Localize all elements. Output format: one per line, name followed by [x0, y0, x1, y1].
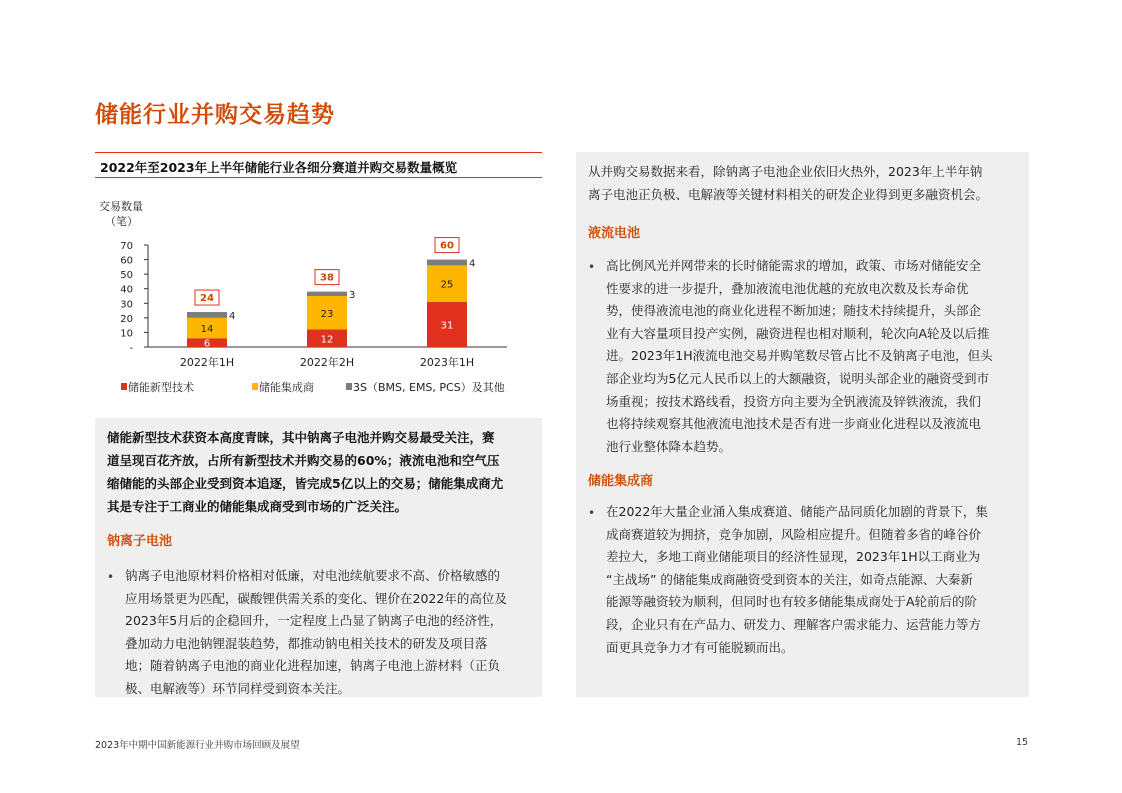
x-tick-label: 2022年1H: [179, 356, 235, 369]
integrator-line: 差拉大，多地工商业储能项目的经济性显现，2023年1H以工商业为: [606, 549, 981, 565]
section-title-integrator: 储能集成商: [588, 474, 654, 489]
bar-segment: [187, 312, 227, 318]
left-summary-box: [95, 418, 542, 697]
right-text-box: [576, 152, 1029, 697]
y-axis-unit: （笔）: [105, 215, 138, 228]
data-label: 25: [440, 279, 454, 291]
legend-swatch: [121, 383, 127, 390]
sodium-bullet-line: 2023年5月后的企稳回升，一定程度上凸显了钠离子电池的经济性，: [125, 613, 503, 628]
bar-segment: [307, 292, 347, 296]
integrator-line: 成商赛道较为拥挤，竞争加剧，风险相应提升。但随着多省的峰谷价: [606, 526, 982, 542]
flow-battery-line: 场重视；按技术路线看，投资方向主要为全钒液流及锌铁液流，我们: [606, 393, 982, 409]
y-tick-label: 70: [120, 241, 133, 252]
integrator-line: 面更具竞争力才有可能脱颖而出。: [606, 639, 794, 655]
integrator-line: 在2022年大量企业涌入集成赛道、储能产品同质化加剧的背景下，集: [606, 504, 988, 519]
flow-battery-line: 性要求的进一步提升，叠加液流电池优越的充放电次数及长寿命优: [606, 280, 969, 296]
total-label: 24: [200, 293, 214, 305]
summary-line: 其是专注于工商业的储能集成商受到市场的广泛关注。: [107, 499, 408, 514]
y-axis-label: 交易数量: [99, 200, 143, 213]
integrator-line: 段，企业只有在产品力、研发力、理解客户需求能力、运营能力等方: [606, 617, 982, 632]
x-tick-label: 2022年2H: [299, 356, 355, 369]
data-label: 4: [229, 310, 236, 322]
flow-battery-line: 部企业均为5亿元人民币以上的大额融资，说明头部企业的融资受到市: [606, 371, 989, 386]
flow-battery-line: 也将持续观察其他液流电池技术是否有进一步商业化进程以及液流电: [606, 416, 982, 432]
y-tick-label: 40: [120, 284, 133, 296]
data-label: 4: [469, 258, 476, 270]
flow-battery-line: 高比例风光并网带来的长时储能需求的增加，政策、市场对储能安全: [606, 258, 982, 273]
integrator-line: “主战场” 的储能集成商融资受到资本的关注，如奇点能源、大秦新: [606, 571, 973, 587]
y-tick-label: 30: [120, 299, 133, 311]
flow-battery-line: 进。2023年1H液流电池交易并购笔数尽管占比不及钠离子电池，但头: [606, 348, 993, 364]
summary-line: 缩储能的头部企业受到资本追逐，皆完成5亿以上的交易；储能集成商尤: [107, 476, 504, 491]
y-tick-label: 20: [120, 313, 133, 325]
summary-line: 储能新型技术获资本高度青睐，其中钠离子电池并购交易最受关注，赛: [107, 430, 495, 445]
sodium-bullet-line: 钠离子电池原材料价格相对低廉，对电池续航要求不高、价格敏感的: [125, 568, 501, 583]
sodium-bullet-line: 地；随着钠离子电池的商业化进程加速，钠离子电池上游材料（正负: [125, 658, 501, 673]
bullet-dot-flow-battery: •: [588, 260, 596, 274]
flow-battery-line: 业有大容量项目投产实例，融资进程也相对顺利，轮次向A轮及以后推: [606, 325, 990, 341]
y-tick-label: 60: [120, 255, 133, 267]
intro-line: 离子电池正负极、电解液等关键材料相关的研发企业得到更多融资机会。: [588, 187, 989, 202]
page-title: 储能行业并购交易趋势: [95, 102, 335, 128]
legend-label: 储能集成商: [259, 381, 314, 394]
sodium-bullet-line: 叠加动力电池钠锂混装趋势，都推动钠电相关技术的研发及项目落: [125, 635, 488, 651]
data-label: 6: [203, 338, 211, 350]
legend-swatch: [252, 383, 258, 390]
integrator-line: 能源等融资较为顺利，但同时也有较多储能集成商处于A轮前后的阶: [606, 594, 978, 610]
flow-battery-line: 势，使得液流电池的商业化进程不断加速；随技术持续提升，头部企: [606, 303, 982, 319]
y-tick-label: 10: [120, 328, 133, 340]
chart-title: 2022年至2023年上半年储能行业各细分赛道并购交易数量概览: [100, 160, 458, 175]
stacked-bar-chart: [95, 192, 542, 402]
section-title-flow-battery: 液流电池: [588, 226, 641, 241]
section-title-sodium: 钠离子电池: [107, 534, 173, 549]
data-label: 31: [440, 320, 454, 332]
sodium-bullet-line: 应用场景更为匹配，碳酸锂供需关系的变化、锂价在2022年的高位及: [125, 590, 507, 606]
summary-line: 道呈现百花齐放，占所有新型技术并购交易的60%；液流电池和空气压: [107, 453, 500, 468]
sodium-bullet-line: 极、电解液等）环节同样受到资本关注。: [125, 680, 351, 696]
total-label: 38: [320, 272, 334, 284]
data-label: 3: [349, 289, 356, 301]
bullet-dot-integrator: •: [588, 506, 596, 520]
intro-line: 从并购交易数据来看，除钠离子电池企业依旧火热外，2023年上半年钠: [588, 164, 983, 179]
footer-report-title: 2023年中期中国新能源行业并购市场回顾及展望: [95, 740, 300, 751]
bullet-dot-sodium: •: [107, 570, 115, 584]
y-tick-label: 50: [120, 270, 133, 282]
y-tick-label: -: [129, 343, 133, 354]
footer-page-number: 15: [1016, 737, 1029, 748]
legend-label: 储能新型技术: [128, 381, 194, 394]
bar-segment: [427, 260, 467, 266]
flow-battery-line: 池行业整体降本趋势。: [606, 438, 732, 454]
x-tick-label: 2023年1H: [419, 356, 475, 369]
chart-title-bar: [95, 152, 542, 178]
data-label: 14: [200, 324, 214, 336]
data-label: 23: [320, 308, 334, 320]
legend-label: 3S（BMS, EMS, PCS）及其他: [353, 381, 505, 394]
total-label: 60: [440, 240, 454, 252]
data-label: 12: [320, 334, 334, 346]
legend-swatch: [346, 383, 352, 390]
